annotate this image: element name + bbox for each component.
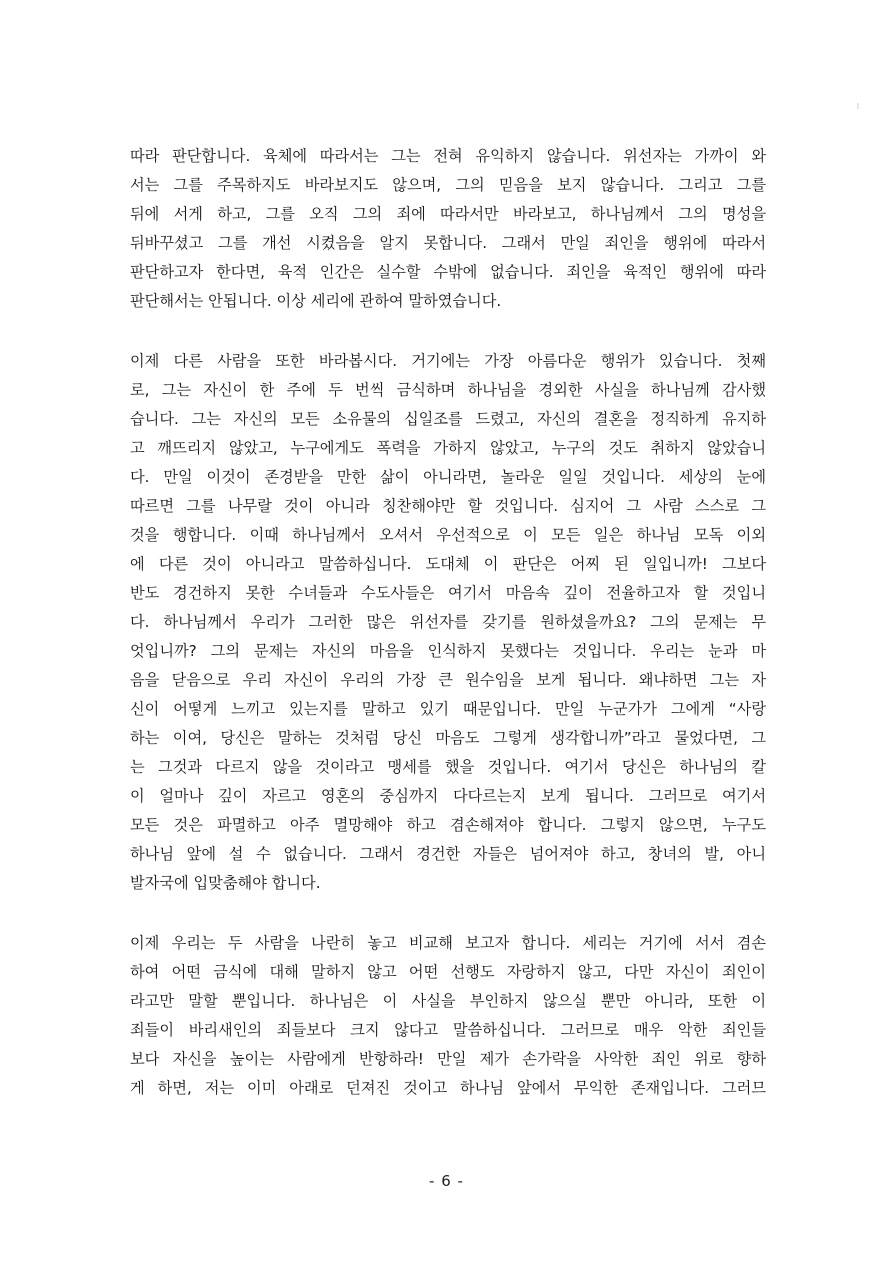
text-line: 따르면 그를 나무랄 것이 아니라 칭찬해야만 할 것입니다. 심지어 그 사람 스스로 그 xyxy=(130,497,766,515)
text-line: 라고만 말할 뿐입니다. 하나님은 이 사실을 부인하지 않으실 뿐만 아니라, 또한 이 xyxy=(130,992,766,1010)
text-line: 다. 만일 이것이 존경받을 만한 삶이 아니라면, 놀라운 일일 것입니다. 세상의 눈에 xyxy=(130,468,766,486)
text-line: 고 깨뜨리지 않았고, 누구에게도 폭력을 가하지 않았고, 누구의 것도 취하지 않았습니 xyxy=(130,439,766,457)
text-line: 반도 경건하지 못한 수녀들과 수도사들은 여기서 마음속 깊이 전율하고자 할 것입니 xyxy=(130,584,766,602)
text-line: 는 그것과 다르지 않을 것이라고 맹세를 했을 것입니다. 여기서 당신은 하나님의 칼 xyxy=(130,758,766,776)
text-line: 엇입니까? 그의 문제는 자신의 마음을 인식하지 못했다는 것입니다. 우리는 눈과 마 xyxy=(130,642,766,660)
text-line: 서는 그를 주목하지도 바라보지도 않으며, 그의 믿음을 보지 않습니다. 그리고 그를 xyxy=(130,176,766,194)
text-line: 이 얼마나 깊이 자르고 영혼의 중심까지 다다르는지 보게 됩니다. 그러므로 여기서 xyxy=(130,787,766,805)
paragraph-2 xyxy=(130,347,766,898)
text-line: 뒤바꾸셨고 그를 개선 시켰음을 알지 못합니다. 그래서 만일 죄인을 행위에 따라서 xyxy=(130,234,766,252)
page-number: - 6 - xyxy=(429,1172,464,1190)
text-line: 습니다. 그는 자신의 모든 소유물의 십일조를 드렸고, 자신의 결혼을 정직하게 유지하 xyxy=(130,410,766,428)
text-line: 에 다른 것이 아니라고 말씀하십니다. 도대체 이 판단은 어찌 된 일입니까! 그보다 xyxy=(130,555,766,573)
text-line: 이제 우리는 두 사람을 나란히 놓고 비교해 보고자 합니다. 세리는 거기에 서서 겸손 xyxy=(130,934,766,952)
paragraph-3 xyxy=(130,929,766,1103)
text-line: 다. 하나님께서 우리가 그러한 많은 위선자를 갖기를 원하셨을까요? 그의 문제는 무 xyxy=(130,613,766,631)
text-line: 판단해서는 안됩니다. 이상 세리에 관하여 말하였습니다. xyxy=(130,292,502,310)
text-line: 것을 행합니다. 이때 하나님께서 오셔서 우선적으로 이 모든 일은 하나님 모독 이외 xyxy=(130,526,766,544)
text-line: 로, 그는 자신이 한 주에 두 번씩 금식하며 하나님을 경외한 사실을 하나님께 감사했 xyxy=(130,381,766,399)
text-line: 보다 자신을 높이는 사람에게 반항하라! 만일 제가 손가락을 사악한 죄인 위로 향하 xyxy=(130,1050,766,1068)
scan-edge-mark xyxy=(857,103,859,109)
text-line: 하는 이여, 당신은 말하는 것처럼 당신 마음도 그렇게 생각합니까”라고 물었다면, 그 xyxy=(130,729,766,747)
text-line: 죄들이 바리새인의 죄들보다 크지 않다고 말씀하십니다. 그러므로 매우 악한 죄인들 xyxy=(130,1021,766,1039)
text-line: 하여 어떤 금식에 대해 말하지 않고 어떤 선행도 자랑하지 않고, 다만 자신이 죄인이 xyxy=(130,963,766,981)
text-line: 판단하고자 한다면, 육적 인간은 실수할 수밖에 없습니다. 죄인을 육적인 행위에 따라 xyxy=(130,263,766,281)
text-line: 모든 것은 파멸하고 아주 멸망해야 하고 겸손해져야 합니다. 그렇지 않으면, 누구도 xyxy=(130,816,766,834)
text-line: 발자국에 입맞춤해야 합니다. xyxy=(130,874,321,892)
text-line: 이제 다른 사람을 또한 바라봅시다. 거기에는 가장 아름다운 행위가 있습니다. 첫째 xyxy=(130,352,766,370)
text-line: 하나님 앞에 설 수 없습니다. 그래서 경건한 자들은 넘어져야 하고, 창녀의 발, 아니 xyxy=(130,845,766,863)
text-line: 게 하면, 저는 이미 아래로 던져진 것이고 하나님 앞에서 무익한 존재입니다. 그러므 xyxy=(130,1079,766,1097)
text-line: 음을 닫음으로 우리 자신이 우리의 가장 큰 원수임을 보게 됩니다. 왜냐하면 그는 자 xyxy=(130,671,766,689)
text-line: 따라 판단합니다. 육체에 따라서는 그는 전혀 유익하지 않습니다. 위선자는 가까이 와 xyxy=(130,147,766,165)
text-line: 신이 어떻게 느끼고 있는지를 말하고 있기 때문입니다. 만일 누군가가 그에게 “사랑 xyxy=(130,700,766,718)
text-line: 뒤에 서게 하고, 그를 오직 그의 죄에 따라서만 바라보고, 하나님께서 그의 명성을 xyxy=(130,205,766,223)
paragraph-1 xyxy=(130,142,766,316)
